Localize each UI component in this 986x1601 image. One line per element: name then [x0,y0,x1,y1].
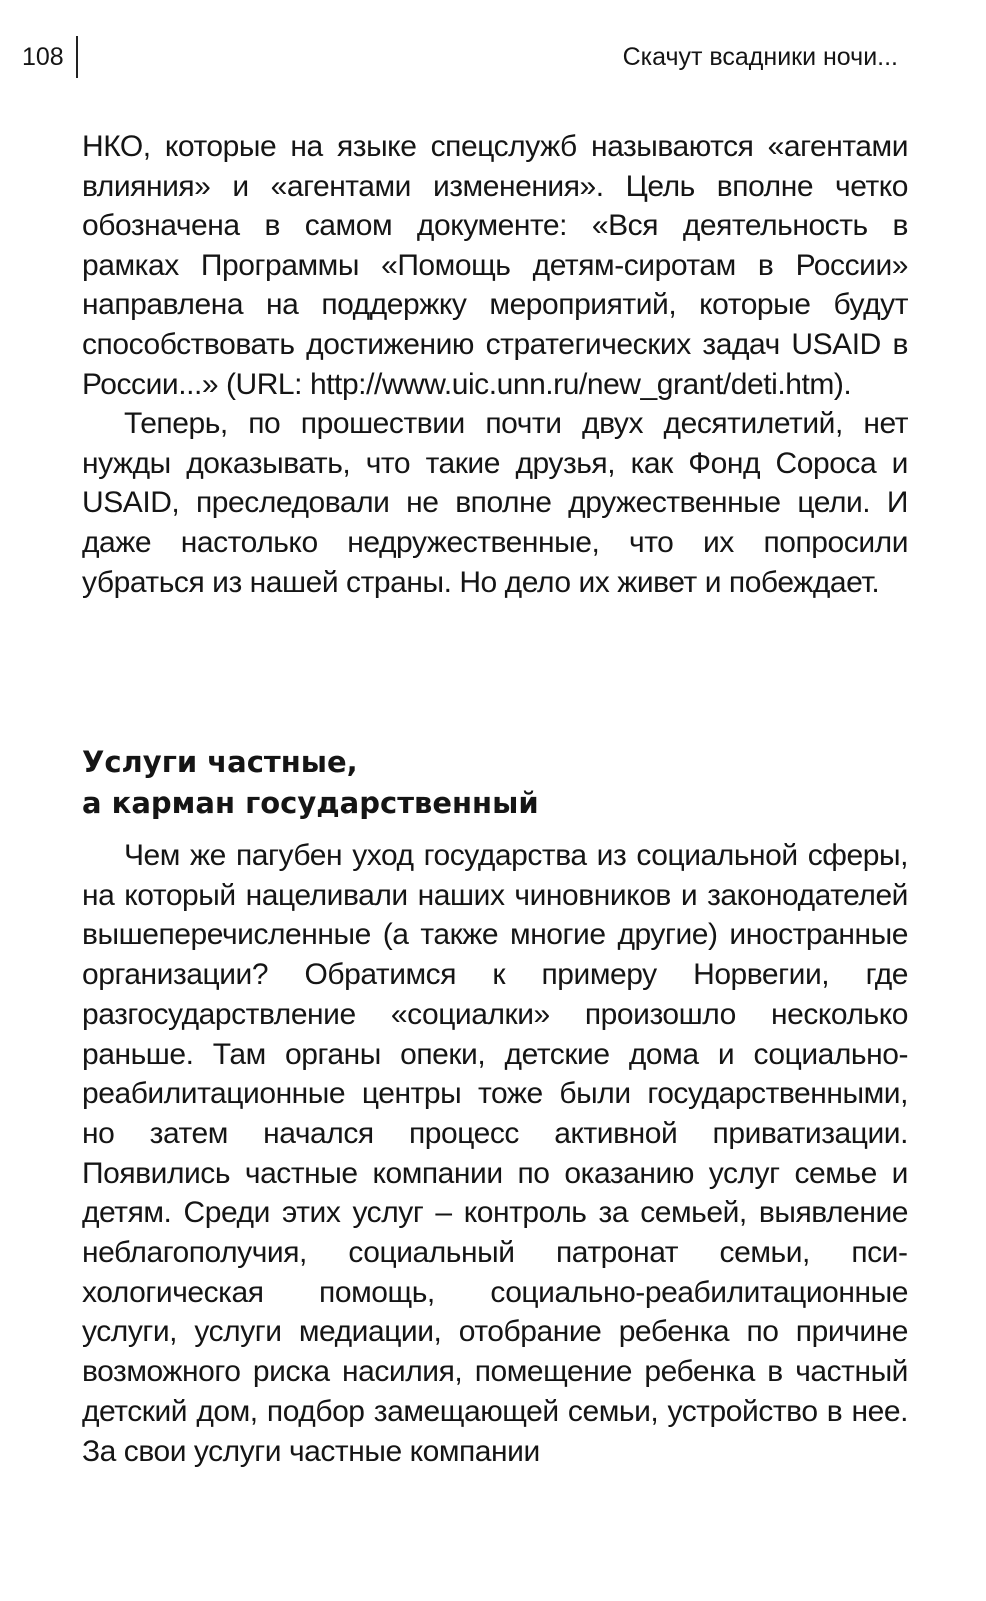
paragraph-continued: НКО, которые на языке спецслужб называются «агентами влияния» и «агентами изменения». Цель вполне четко обозначена в самом документе: «Вся деятельность в рамках Программы «Помощь детям-сиротам в России» направлена на поддержку мероприятий, которые будут способствовать достижению стратегических задач USAID в России...» (URL: http://www.​uic.unn.ru/new_grant/deti.htm). [82,130,908,401]
running-title: Скачут всадники ночи... [622,43,898,71]
section-heading-line-1: Услуги частные, [82,745,358,779]
paragraph: Чем же пагубен уход государства из социальной сферы, на который нацеливали наших чиновников и законодателей вышеперечисленные (а также многие другие) иностранные организации? Обратимся к примеру Норвегии, где разгосударствление «социалки» произошло несколько раньше. Там органы опеки, детские дома и социально-реабилитационные центры тоже были государственными, но затем начался процесс активной приватизации. Появились частные компании по оказанию услуг семье и детям. Среди этих услуг – контроль за семьей, выявление неблагополучия, социальный патронат семьи, психологическая помощь, социально-реабилитационные услуги, услуги медиации, отобрание ребенка по причине возможного риска насилия, помещение ребенка в частный детский дом, подбор замещающей семьи, устройство в нее. За свои услуги частные компании [82,839,908,1468]
text-block-top [82,127,908,602]
paragraph: Теперь, по прошествии почти двух десятилетий, нет нужды доказывать, что такие друзья, как Фонд Сороса и USAID, преследовали не вполне дружественные цели. И даже настолько недружественные, что их попросили убраться из нашей страны. Но дело их живет и побеждает. [82,407,908,599]
section-heading-line-2: а карман государственный [82,786,539,820]
text-block-section [82,836,908,1471]
page-number: 108 [22,43,64,71]
header-divider [76,36,78,78]
section-heading [82,742,908,824]
